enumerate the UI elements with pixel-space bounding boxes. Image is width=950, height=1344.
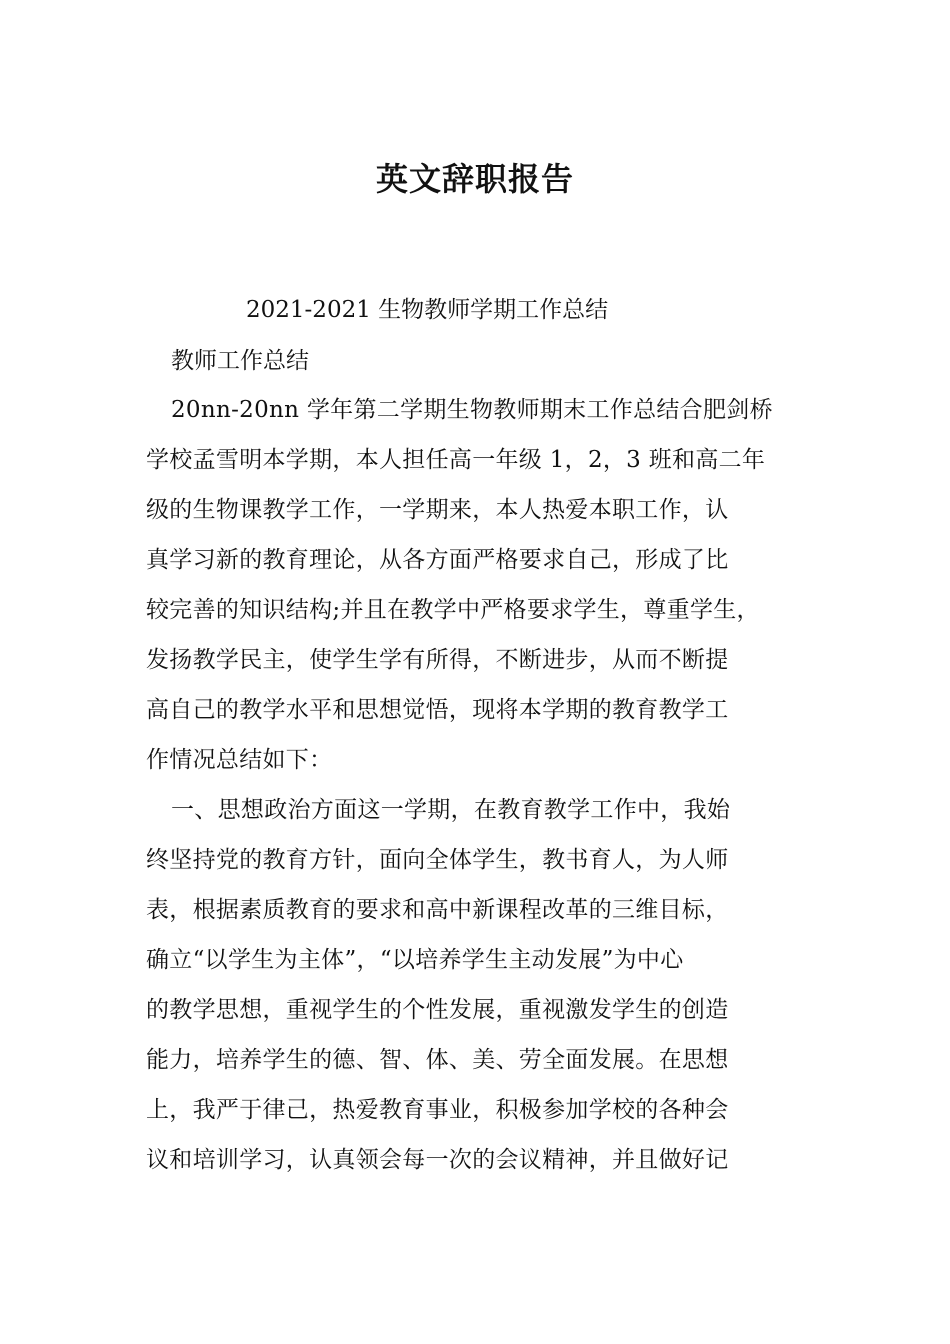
body-line: 发扬教学民主，使学生学有所得，不断进步，从而不断提 (146, 647, 729, 673)
body-line: 级的生物课教学工作，一学期来，本人热爱本职工作，认 (146, 497, 729, 523)
body-line: 学校孟雪明本学期，本人担任高一年级 1，2，3 班和高二年 (146, 447, 766, 473)
document-subtitle: 2021-2021 生物教师学期工作总结 (246, 297, 609, 323)
body-line: 20nn-20nn 学年第二学期生物教师期末工作总结合肥剑桥 (171, 397, 773, 423)
body-line: 的教学思想，重视学生的个性发展，重视激发学生的创造 (146, 997, 729, 1023)
body-line: 上，我严于律己，热爱教育事业，积极参加学校的各种会 (146, 1097, 729, 1123)
body-line: 确立“以学生为主体”，“以培养学生主动发展”为中心 (146, 947, 684, 973)
section-label: 教师工作总结 (171, 348, 309, 374)
body-line: 能力，培养学生的德、智、体、美、劳全面发展。在思想 (146, 1047, 729, 1073)
body-line: 作情况总结如下： (146, 747, 333, 773)
body-line: 真学习新的教育理论，从各方面严格要求自己，形成了比 (146, 547, 729, 573)
body-line: 表，根据素质教育的要求和高中新课程改革的三维目标， (146, 897, 729, 923)
body-line: 一、思想政治方面这一学期，在教育教学工作中，我始 (171, 797, 731, 823)
body-line: 较完善的知识结构;并且在教学中严格要求学生，尊重学生， (146, 597, 760, 623)
body-line: 议和培训学习，认真领会每一次的会议精神，并且做好记 (146, 1147, 729, 1173)
body-line: 高自己的教学水平和思想觉悟，现将本学期的教育教学工 (146, 697, 729, 723)
body-line: 终坚持党的教育方针，面向全体学生，教书育人，为人师 (146, 847, 729, 873)
document-title: 英文辞职报告 (375, 160, 574, 198)
